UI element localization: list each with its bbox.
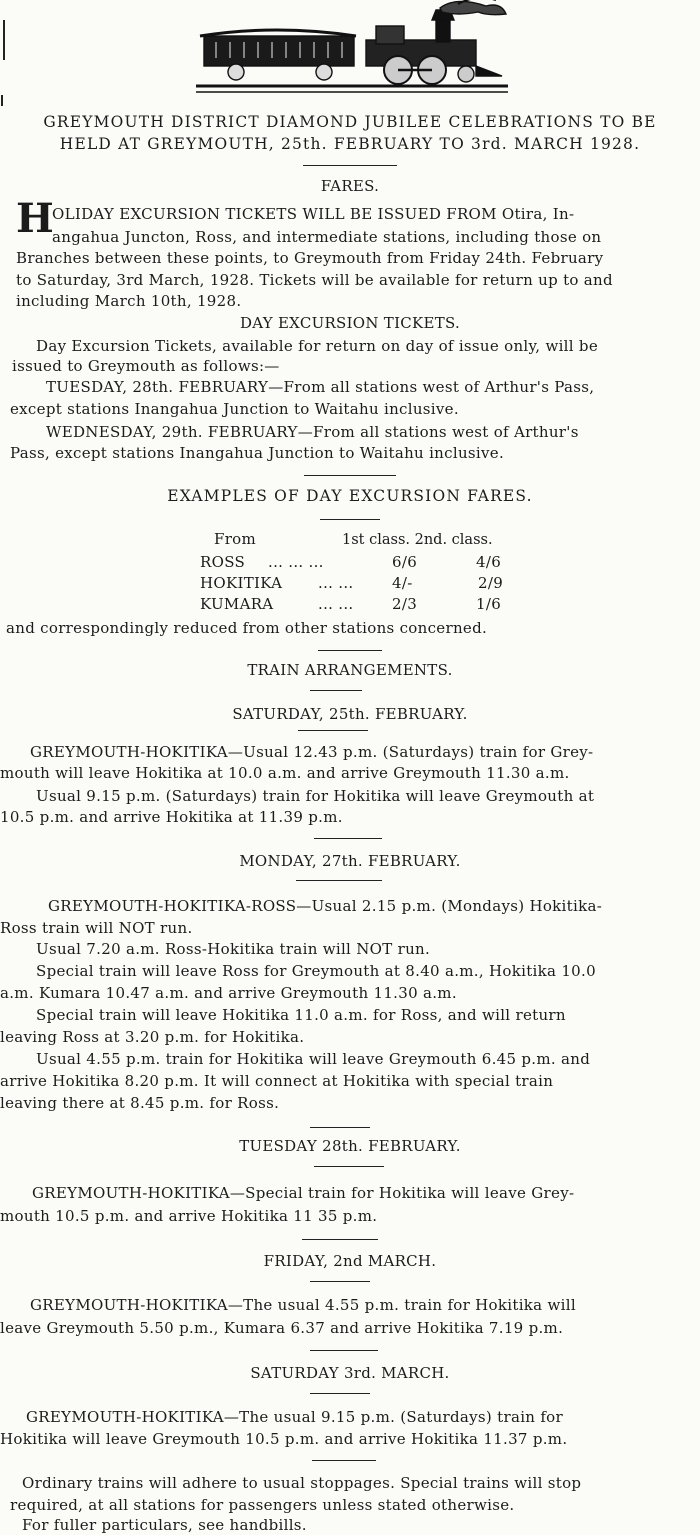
fare-first-class: 6/6 — [392, 553, 418, 571]
fare-first-class: 2/3 — [392, 595, 418, 613]
schedule-line: Hokitika will leave Greymouth 10.5 p.m. and arrive Hokitika 11.37 p.m. — [0, 1430, 568, 1448]
schedule-line: mouth will leave Hokitika at 10.0 a.m. and arrive Greymouth 11.30 a.m. — [0, 764, 570, 782]
footer-line: For fuller particulars, see handbills. — [22, 1516, 307, 1534]
footer-line: Ordinary trains will adhere to usual stoppages. Special trains will stop — [22, 1474, 582, 1492]
schedule-line: leave Greymouth 5.50 p.m., Kumara 6.37 and arrive Hokitika 7.19 p.m. — [0, 1319, 564, 1337]
divider — [303, 165, 397, 166]
divider — [302, 1239, 378, 1240]
schedule-line: GREYMOUTH-HOKITIKA—The usual 9.15 p.m. (Saturdays) train for — [26, 1408, 563, 1426]
fare-station: ROSS — [200, 553, 246, 571]
fares-heading: FARES. — [320, 177, 380, 195]
divider — [310, 690, 362, 691]
divider — [298, 730, 368, 731]
fare-first-class: 4/- — [392, 574, 413, 592]
divider — [310, 1281, 370, 1282]
col-classes-header: 1st class. 2nd. class. — [342, 532, 493, 548]
schedule-line: Usual 7.20 a.m. Ross-Hokitika train will NOT run. — [36, 940, 431, 958]
fare-dots: ... ... — [318, 574, 354, 592]
fare-station: KUMARA — [200, 595, 274, 613]
footer-line: required, at all stations for passengers unless stated otherwise. — [10, 1496, 515, 1514]
day-heading: SATURDAY 3rd. MARCH. — [250, 1364, 450, 1382]
fare-second-class: 4/6 — [476, 553, 502, 571]
divider — [312, 1460, 376, 1461]
col-from-header: From — [214, 530, 257, 548]
day-excursion-line: Pass, except stations Inangahua Junction to Waitahu inclusive. — [10, 444, 505, 462]
schedule-line: a.m. Kumara 10.47 a.m. and arrive Greymouth 11.30 a.m. — [0, 984, 457, 1002]
schedule-line: Ross train will NOT run. — [0, 919, 193, 937]
fare-dots: ... ... ... — [268, 553, 324, 571]
day-excursion-line: issued to Greymouth as follows:— — [12, 357, 280, 375]
day-excursion-line: except stations Inangahua Junction to Waitahu inclusive. — [10, 400, 459, 418]
schedule-line: Usual 9.15 p.m. (Saturdays) train for Hokitika will leave Greymouth at — [36, 787, 595, 805]
day-excursion-line: TUESDAY, 28th. FEBRUARY—From all stations west of Arthur's Pass, — [46, 378, 595, 396]
fare-dots: ... ... — [318, 595, 354, 613]
day-heading: MONDAY, 27th. FEBRUARY. — [239, 852, 461, 870]
schedule-line: leaving there at 8.45 p.m. for Ross. — [0, 1094, 280, 1112]
fares-line: Branches between these points, to Greymouth from Friday 24th. February — [16, 249, 604, 267]
divider — [320, 519, 380, 520]
title-line-2: HELD AT GREYMOUTH, 25th. FEBRUARY TO 3rd. MARCH 1928. — [59, 135, 641, 153]
day-heading: FRIDAY, 2nd MARCH. — [263, 1252, 437, 1270]
fares-line: OLIDAY EXCURSION TICKETS WILL BE ISSUED FROM Otira, In- — [52, 205, 575, 223]
schedule-line: 10.5 p.m. and arrive Hokitika at 11.39 p.m. — [0, 808, 343, 826]
fare-second-class: 1/6 — [476, 595, 502, 613]
dropcap-letter: H — [16, 195, 54, 242]
schedule-line: GREYMOUTH-HOKITIKA—Usual 12.43 p.m. (Saturdays) train for Grey- — [30, 743, 594, 761]
schedule-line: Special train will leave Hokitika 11.0 a.m. for Ross, and will return — [36, 1006, 566, 1024]
day-heading: TUESDAY 28th. FEBRUARY. — [239, 1137, 461, 1155]
fares-note: and correspondingly reduced from other stations concerned. — [6, 619, 488, 637]
schedule-line: Usual 4.55 p.m. train for Hokitika will leave Greymouth 6.45 p.m. and — [36, 1050, 591, 1068]
schedule-line: GREYMOUTH-HOKITIKA—The usual 4.55 p.m. train for Hokitika will — [30, 1296, 576, 1314]
day-excursion-heading: DAY EXCURSION TICKETS. — [239, 314, 461, 332]
divider — [304, 475, 396, 476]
fare-station: HOKITIKA — [200, 574, 283, 592]
schedule-line: arrive Hokitika 8.20 p.m. It will connect at Hokitika with special train — [0, 1072, 554, 1090]
schedule-line: Special train will leave Ross for Greymouth at 8.40 a.m., Hokitika 10.0 — [36, 962, 596, 980]
title-line-1: GREYMOUTH DISTRICT DIAMOND JUBILEE CELEBRATIONS TO BE — [43, 113, 657, 131]
fare-second-class: 2/9 — [478, 574, 504, 592]
train-arrangements-heading: TRAIN ARRANGEMENTS. — [247, 661, 453, 679]
schedule-line: mouth 10.5 p.m. and arrive Hokitika 11 35 p.m. — [0, 1207, 378, 1225]
schedule-line: leaving Ross at 3.20 p.m. for Hokitika. — [0, 1028, 305, 1046]
fares-line: including March 10th, 1928. — [16, 292, 242, 310]
day-excursion-line: WEDNESDAY, 29th. FEBRUARY—From all stations west of Arthur's — [46, 423, 579, 441]
divider — [310, 1350, 378, 1351]
divider — [310, 1127, 370, 1128]
column-border-fragment — [0, 0, 10, 110]
divider — [314, 838, 382, 839]
day-heading: SATURDAY, 25th. FEBRUARY. — [232, 705, 468, 723]
schedule-line: GREYMOUTH-HOKITIKA—Special train for Hokitika will leave Grey- — [32, 1184, 575, 1202]
divider — [310, 1393, 370, 1394]
divider — [318, 650, 382, 651]
divider — [314, 1166, 384, 1167]
schedule-line: GREYMOUTH-HOKITIKA-ROSS—Usual 2.15 p.m. (Mondays) Hokitika- — [48, 897, 603, 915]
divider — [296, 880, 382, 881]
fares-line: angahua Juncton, Ross, and intermediate stations, including those on — [52, 228, 602, 246]
locomotive-engraving — [196, 0, 508, 96]
examples-heading: EXAMPLES OF DAY EXCURSION FARES. — [167, 487, 533, 505]
fares-line: to Saturday, 3rd March, 1928. Tickets will be available for return up to and — [16, 271, 613, 289]
day-excursion-line: Day Excursion Tickets, available for return on day of issue only, will be — [36, 337, 599, 355]
